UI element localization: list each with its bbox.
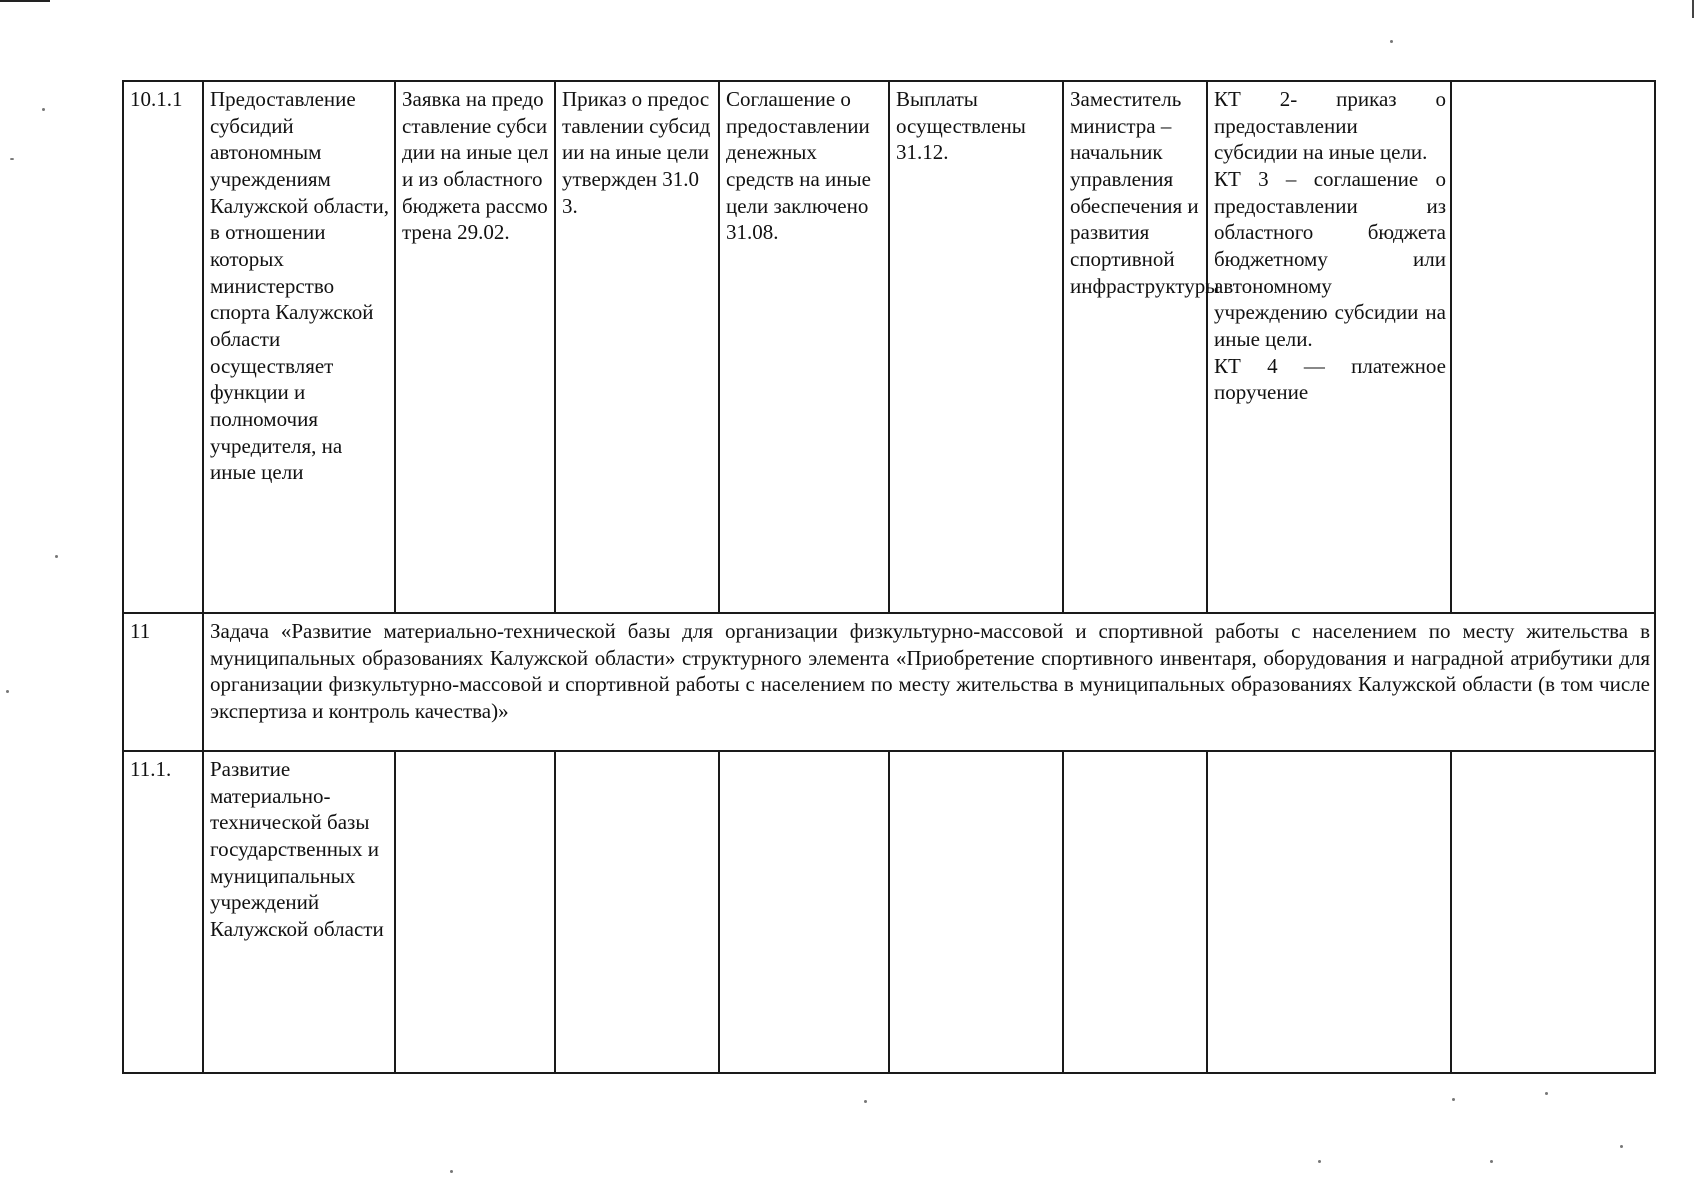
stage-agreement: Соглашение о предоставлении денежных средств на иные цели заключено 31.08. xyxy=(719,81,889,613)
scan-corner-mark xyxy=(0,0,50,2)
responsible-person: Заместитель министра – начальник управления обеспечения и развития спортивной инфраструктуры xyxy=(1063,81,1207,613)
scan-speck xyxy=(450,1170,453,1173)
empty-cell xyxy=(719,751,889,1073)
empty-cell xyxy=(1063,751,1207,1073)
control-point-kt4: КТ 4 — платежное поручение xyxy=(1214,353,1446,405)
scan-speck xyxy=(1545,1092,1548,1095)
stage-payments: Выплаты осуществлены 31.12. xyxy=(889,81,1063,613)
scan-speck xyxy=(10,158,14,160)
scan-speck xyxy=(1452,1098,1455,1101)
row-number: 11.1. xyxy=(123,751,203,1073)
scan-speck xyxy=(1390,40,1393,43)
event-name: Развитие материально-технической базы государственных и муниципальных учреждений Калужской области xyxy=(203,751,395,1073)
row-number: 11 xyxy=(123,613,203,751)
empty-cell xyxy=(1207,751,1451,1073)
table-row xyxy=(123,81,1655,613)
scan-speck xyxy=(864,1100,867,1103)
scan-speck xyxy=(1620,1145,1623,1148)
event-name: Предоставление субсидий автономным учреждениям Калужской области, в отношении которых министерство спорта Калужской области осуществляет функции и полномочия учредителя, на иные цели xyxy=(203,81,395,613)
empty-cell xyxy=(1451,751,1655,1073)
task-description: Задача «Развитие материально-технической базы для организации физкультурно-массовой и спортивной работы с населением по месту жительства в муниципальных образованиях Калужской области» структурного элемента «Приобретение спортивного инвентаря, оборудования и наградной атрибутики для организации физкультурно-массовой и спортивной работы с населением по месту жительства в муниципальных образованиях Калужской области (в том числе экспертиза и контроль качества)» xyxy=(203,613,1655,751)
table-row xyxy=(123,613,1655,751)
scan-speck xyxy=(1318,1160,1321,1163)
table-row xyxy=(123,751,1655,1073)
empty-cell xyxy=(395,751,555,1073)
empty-cell xyxy=(555,751,719,1073)
stage-application: Заявка на предоставление субсидии на иные цели из областного бюджета рассмотрена 29.02. xyxy=(395,81,555,613)
scan-speck xyxy=(55,555,58,558)
scan-speck xyxy=(42,108,45,111)
plan-table xyxy=(122,80,1656,1074)
stage-order: Приказ о предоставлении субсидии на иные цели утвержден 31.03. xyxy=(555,81,719,613)
control-point-kt2: КТ 2- приказ о предоставлении субсидии на иные цели. xyxy=(1214,87,1446,165)
extra-cell xyxy=(1451,81,1655,613)
scan-speck xyxy=(1490,1160,1493,1163)
control-point-kt3: КТ 3 – соглашение о предоставлении из областного бюджета бюджетному или автономному учреждению субсидии на иные цели. xyxy=(1214,166,1446,351)
control-points xyxy=(1207,81,1451,613)
scan-speck xyxy=(6,690,9,693)
scan-corner-tick xyxy=(1692,0,1694,18)
empty-cell xyxy=(889,751,1063,1073)
row-number: 10.1.1 xyxy=(123,81,203,613)
